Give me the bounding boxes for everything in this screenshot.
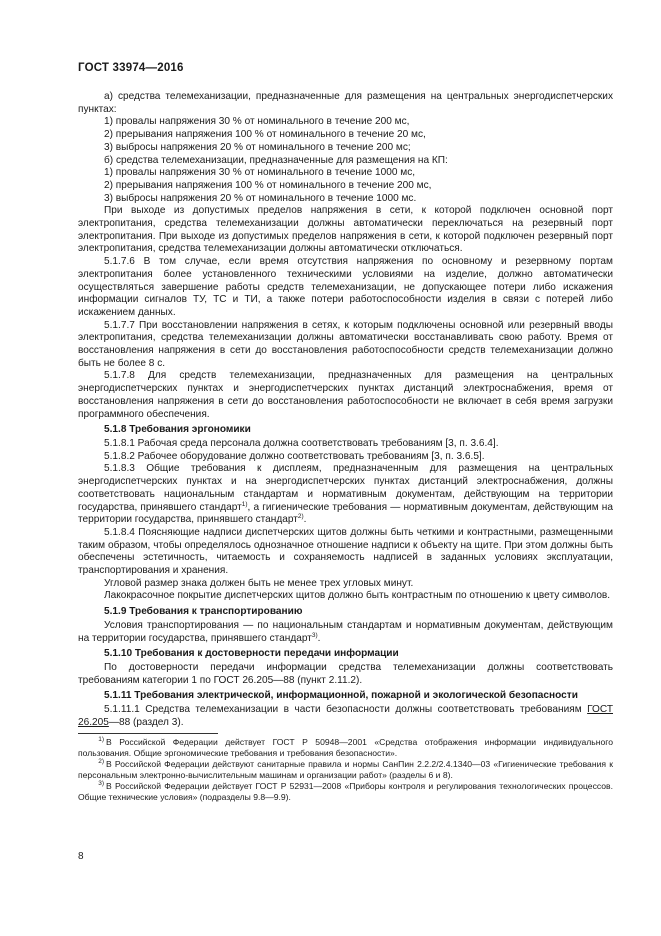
section-heading: 5.1.8 Требования эргономики	[104, 424, 251, 436]
paragraph: 5.1.7.6 В том случае, если время отсутствия напряжения по основному и резервному портам электропитания более установленного техническими условиями на изделие, должно автоматически осуществляться завершение работы средств телемеханизации, не допускающее потери либо искажения информации сигналов ТУ, ТС и ТИ, а также потери работоспособности изделия в связи с потерей либо искажением данных.	[78, 256, 613, 318]
paragraph-text: —88 (раздел 3).	[108, 716, 184, 728]
paragraph	[78, 620, 613, 645]
footnote-text: В Российской Федерации действует ГОСТ Р 50948—2001 «Средства отображения информации индивидуального пользования. Общие эргономические требования и требования безопасности».	[78, 737, 613, 759]
list-item: 1) провалы напряжения 30 % от номинального в течение 200 мс,	[104, 116, 410, 128]
list-item: 1) провалы напряжения 30 % от номинального в течение 1000 мс,	[104, 167, 416, 179]
paragraph: 5.1.8.1 Рабочая среда персонала должна соответствовать требованиям [3, п. 3.6.4].	[104, 437, 499, 449]
list-item: 3) выбросы напряжения 20 % от номинального в течение 1000 мс.	[104, 192, 417, 204]
paragraph: а) средства телемеханизации, предназначенные для размещения на центральных энергодиспетчерских пунктах:	[78, 91, 613, 115]
footnote-ref[interactable]: 3)	[311, 631, 318, 639]
paragraph-text: 5.1.8.3 Общие требования к дисплеям, предназначенным для размещения на центральных энергодиспетчерских пунктах и на энергодиспетчерских пунктах дистанций электроснабжения, должны соответствовать национальным стандартам и нормативным документам, действующим на территории государства, принявшего стандарт	[78, 463, 613, 513]
paragraph	[78, 463, 613, 527]
paragraph: 5.1.7.7 При восстановлении напряжения в сетях, к которым подключены основной или резервный вводы электропитания, средства телемеханизации должны автоматически восстанавливать свою работу. Время от восстановления напряжения в сети до восстановления работоспособности средств телемеханизации должно быть не более 8 с.	[78, 319, 613, 369]
paragraph: 5.1.8.2 Рабочее оборудование должно соответствовать требованиям [3, п. 3.6.5].	[104, 450, 485, 462]
paragraph: 5.1.8.4 Поясняющие надписи диспетчерских щитов должны быть четкими и контрастными, размещенными таким образом, чтобы определялось однозначное отношение надписи к объекту на щите. При этом должны быть обеспечены эстетичность, читаемость и сохраняемость надписей в заданных условиях эксплуатации, транспортирования и хранения.	[78, 526, 613, 577]
footnote: $^{1)}$ В Российской Федерации действует ГОСТ Р 50948—2001 «Средства отображения информации индивидуального пользования. Общие эргономические требования и требования безопасности».	[78, 736, 613, 759]
section-heading: 5.1.10 Требования к достоверности передачи информации	[104, 648, 399, 660]
paragraph-text: .	[317, 632, 321, 644]
footnote: $^{2)}$ В Российской Федерации действуют санитарные правила и нормы СанПин 2.2.2/2.4.1340—03 «Гигиенические требования к персональным электронно-вычислительным машинам и организации работ» (разделы 6 и 8).	[78, 758, 613, 781]
paragraph: Лакокрасочное покрытие диспетчерских щитов должно быть контрастным по отношению к цвету символов.	[104, 590, 611, 602]
list-item: 3) выбросы напряжения 20 % от номинального в течение 200 мс;	[104, 141, 411, 153]
paragraph	[78, 704, 613, 729]
page-number: 8	[78, 851, 84, 862]
paragraph-text: Условия транспортирования — по национальным стандартам и нормативным документам, действующим на территории государства, принявшего стандарт	[78, 619, 613, 644]
list-item: 2) прерывания напряжения 100 % от номинального в течение 20 мс,	[104, 129, 426, 141]
footnote-text: В Российской Федерации действует ГОСТ Р 52931—2008 «Приборы контроля и регулирования технологических процессов. Общие технические условия» (подразделы 9.8—9.9).	[78, 781, 613, 803]
footnote: $^{3)}$ В Российской Федерации действует ГОСТ Р 52931—2008 «Приборы контроля и регулирования технологических процессов. Общие технические условия» (подразделы 9.8—9.9).	[78, 780, 613, 803]
footnote-divider	[78, 733, 218, 734]
document-header: ГОСТ 33974—2016	[78, 62, 184, 74]
footnote-text: В Российской Федерации действуют санитарные правила и нормы СанПин 2.2.2/2.4.1340—03 «Гигиенические требования к персональным электронно-вычислительным машинам и организации работ» (разделы 6 и 8).	[78, 759, 613, 781]
paragraph-text: 5.1.11.1 Средства телемеханизации в части безопасности должны соответствовать требованиям	[104, 704, 588, 716]
document-body	[78, 91, 613, 803]
paragraph-text: .	[303, 514, 307, 526]
paragraph-text: , а гигиенические требования — нормативным документам, действующим на территории государства, принявшего стандарт	[78, 501, 613, 526]
paragraph: При выходе из допустимых пределов напряжения в сети, к которой подключен основной порт электропитания, средства телемеханизации должны автоматически переключаться на резервный порт электропитания. При выходе из допустимых пределов напряжения в сети, к которой подключен резервный порт электропитания, средства телемеханизации должны автоматически отключаться.	[78, 205, 613, 255]
standard-link[interactable]: ГОСТ 26.205	[78, 704, 613, 728]
paragraph: Угловой размер знака должен быть не менее трех угловых минут.	[104, 577, 414, 589]
footnote-ref[interactable]: 1)	[241, 500, 248, 508]
footnote-ref[interactable]: 2)	[297, 513, 304, 521]
section-heading: 5.1.9 Требования к транспортированию	[104, 606, 303, 618]
section-heading: 5.1.11 Требования электрической, информационной, пожарной и экологической безопасности	[104, 690, 578, 702]
paragraph: 5.1.7.8 Для средств телемеханизации, предназначенных для размещения на центральных энергодиспетчерских пунктах и энергодиспетчерских пунктах дистанций электроснабжения, время от восстановления напряжения в сети до восстановления работоспособности не включает в себя время загрузки программного обеспечения.	[78, 370, 613, 420]
list-item: б) средства телемеханизации, предназначенные для размещения на КП:	[104, 154, 448, 166]
paragraph: По достоверности передачи информации средства телемеханизации должны соответствовать требованиям категории 1 по ГОСТ 26.205—88 (пункт 2.11.2).	[78, 661, 613, 686]
list-item: 2) прерывания напряжения 100 % от номинального в течение 200 мс,	[104, 179, 432, 191]
